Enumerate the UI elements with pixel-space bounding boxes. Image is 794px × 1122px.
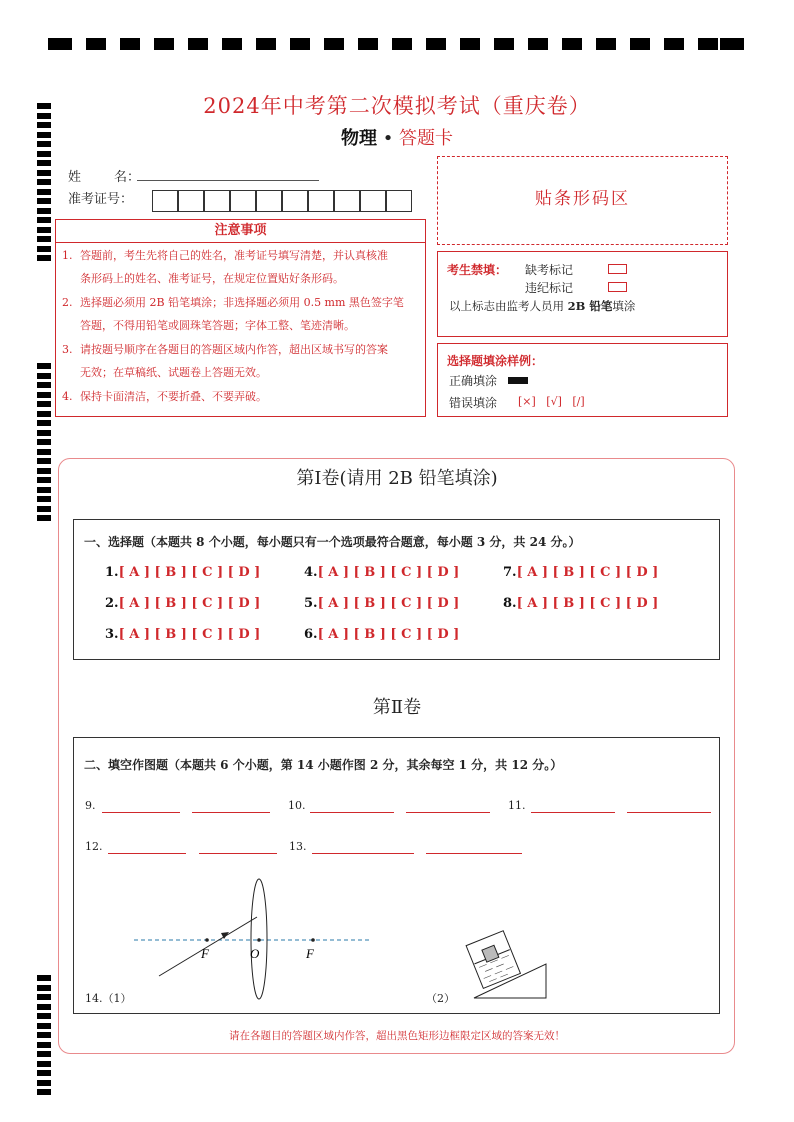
- exam-id-digit-box[interactable]: [152, 190, 178, 212]
- blank-label-10: 10.: [288, 799, 306, 812]
- violation-label: 违纪标记: [525, 281, 574, 295]
- side-mark: [37, 985, 51, 991]
- side-mark: [37, 255, 51, 261]
- exam-id-digit-box[interactable]: [334, 190, 360, 212]
- side-mark: [37, 1061, 51, 1067]
- exam-id-digit-box[interactable]: [256, 190, 282, 212]
- optical-center-label: O: [250, 946, 260, 961]
- side-mark: [37, 217, 51, 223]
- side-mark: [37, 160, 51, 166]
- exam-title: 2024年中考第二次模拟考试（重庆卷）: [203, 94, 591, 118]
- side-mark: [37, 430, 51, 436]
- focus-right-label: F: [306, 946, 314, 961]
- side-mark: [37, 1089, 51, 1095]
- absent-label: 缺考标记: [525, 263, 574, 277]
- mc-section-title: 一、选择题（本题共 8 个小题，每小题只有一个选项最符合题意，每小题 3 分，共 24 分。）: [84, 535, 581, 549]
- blank-label-9: 9.: [85, 799, 96, 812]
- exam-id-digit-box[interactable]: [386, 190, 412, 212]
- notice-item: 2. 选择题必须用 2B 铅笔填涂；非选择题必须用 0.5 mm 黑色签字笔 答题，不得用铅笔或圆珠笔答题；字体工整、笔迹清晰。: [62, 296, 404, 332]
- fill-section-title: 二、填空作图题（本题共 6 个小题，第 14 小题作图 2 分，其余每空 1 分，共 12 分。）: [84, 758, 563, 772]
- notice-item: 4. 保持卡面清洁，不要折叠、不要弄破。: [62, 390, 267, 403]
- mc-question-3[interactable]: 3.[ A ] [ B ] [ C ] [ D ]: [105, 627, 261, 642]
- mc-question-2[interactable]: 2.[ A ] [ B ] [ C ] [ D ]: [105, 596, 261, 611]
- q14b-label: （2）: [426, 992, 455, 1005]
- side-mark: [37, 411, 51, 417]
- notice-item: 1. 答题前，考生先将自己的姓名，准考证号填写清楚，并认真核准 条形码上的姓名、准考证号，在规定位置贴好条形码。: [62, 249, 388, 285]
- answer-line[interactable]: [426, 853, 522, 854]
- answer-line[interactable]: [199, 853, 277, 854]
- side-mark: [37, 496, 51, 502]
- mc-question-7[interactable]: 7.[ A ] [ B ] [ C ] [ D ]: [503, 565, 659, 580]
- side-mark: [37, 1080, 51, 1086]
- side-mark: [37, 363, 51, 369]
- answer-line[interactable]: [102, 812, 180, 813]
- notice-heading: 注意事项: [56, 220, 425, 243]
- exam-id-digit-box[interactable]: [204, 190, 230, 212]
- fill-in-section: [73, 737, 720, 1014]
- name-field[interactable]: [137, 180, 319, 181]
- side-mark: [37, 392, 51, 398]
- answer-line[interactable]: [192, 812, 270, 813]
- footer-warning: 请在各题目的答题区域内作答，超出黑色矩形边框限定区域的答案无效！: [229, 1030, 565, 1042]
- blank-label-11: 11.: [508, 799, 526, 812]
- side-mark: [37, 373, 51, 379]
- side-mark: [37, 506, 51, 512]
- wrong-fill-marks: [×] [√] [/]: [518, 395, 585, 408]
- violation-mark-box[interactable]: [608, 282, 627, 292]
- multiple-choice-section: [73, 519, 720, 660]
- correct-fill-mark: [508, 377, 528, 384]
- side-mark: [37, 208, 51, 214]
- side-mark: [37, 236, 51, 242]
- answer-line[interactable]: [531, 812, 615, 813]
- subject-name: 物理: [340, 128, 377, 149]
- exam-id-digit-box[interactable]: [308, 190, 334, 212]
- part1-title: 第Ⅰ卷(请用 2B 铅笔填涂): [296, 468, 498, 489]
- side-mark: [37, 1013, 51, 1019]
- blank-label-13: 13.: [289, 840, 307, 853]
- exam-id-digit-box[interactable]: [178, 190, 204, 212]
- answer-line[interactable]: [310, 812, 394, 813]
- q14-label: 14.（1）: [85, 992, 132, 1005]
- side-mark: [37, 1070, 51, 1076]
- sample-label: 选择题填涂样例：: [447, 354, 544, 368]
- side-mark: [37, 975, 51, 981]
- notice-box: [55, 219, 426, 417]
- absent-mark-box[interactable]: [608, 264, 627, 274]
- side-mark: [37, 179, 51, 185]
- lens-diagram: [129, 876, 379, 1006]
- fill-sample-box: [437, 343, 728, 417]
- side-mark: [37, 151, 51, 157]
- forbid-label: 考生禁填：: [447, 263, 508, 277]
- mc-question-4[interactable]: 4.[ A ] [ B ] [ C ] [ D ]: [304, 565, 460, 580]
- examinee-forbidden-box: [437, 251, 728, 337]
- correct-fill-label: 正确填涂: [449, 374, 498, 388]
- mc-question-5[interactable]: 5.[ A ] [ B ] [ C ] [ D ]: [304, 596, 460, 611]
- exam-subtitle: [0, 124, 794, 150]
- side-mark: [37, 515, 51, 521]
- side-mark: [37, 994, 51, 1000]
- answer-line[interactable]: [312, 853, 414, 854]
- side-mark: [37, 227, 51, 233]
- id-label: 准考证号：: [68, 192, 134, 207]
- side-mark: [37, 420, 51, 426]
- blank-label-12: 12.: [85, 840, 103, 853]
- answer-line[interactable]: [627, 812, 711, 813]
- card-label: 答题卡: [399, 128, 454, 149]
- side-mark: [37, 382, 51, 388]
- side-mark: [37, 1004, 51, 1010]
- barcode-area: 贴条形码区: [437, 156, 728, 245]
- forbid-note: 以上标志由监考人员用 2B 铅笔填涂: [449, 299, 636, 313]
- incline-beaker-diagram: [454, 916, 554, 1006]
- side-mark: [37, 246, 51, 252]
- exam-id-digit-box[interactable]: [230, 190, 256, 212]
- side-mark: [37, 170, 51, 176]
- side-mark: [37, 449, 51, 455]
- part2-title: 第Ⅱ卷: [372, 697, 422, 718]
- exam-id-digit-box[interactable]: [360, 190, 386, 212]
- top-registration-marks: [48, 38, 748, 52]
- side-mark: [37, 439, 51, 445]
- side-mark: [37, 189, 51, 195]
- notice-item: 3. 请按题号顺序在各题目的答题区域内作答，超出区域书写的答案 无效；在草稿纸、试题卷上答题无效。: [62, 343, 388, 379]
- side-mark: [37, 198, 51, 204]
- mc-question-8[interactable]: 8.[ A ] [ B ] [ C ] [ D ]: [503, 596, 659, 611]
- subtitle-dot: •: [382, 128, 394, 149]
- answer-line[interactable]: [406, 812, 490, 813]
- side-mark: [37, 401, 51, 407]
- focus-left-label: F: [201, 946, 209, 961]
- side-mark: [37, 1051, 51, 1057]
- wrong-fill-label: 错误填涂: [449, 396, 498, 410]
- exam-id-digit-box[interactable]: [282, 190, 308, 212]
- answer-line[interactable]: [108, 853, 186, 854]
- mc-question-6[interactable]: 6.[ A ] [ B ] [ C ] [ D ]: [304, 627, 460, 642]
- mc-question-1[interactable]: 1.[ A ] [ B ] [ C ] [ D ]: [105, 565, 261, 580]
- name-label: 姓 名：: [68, 170, 141, 185]
